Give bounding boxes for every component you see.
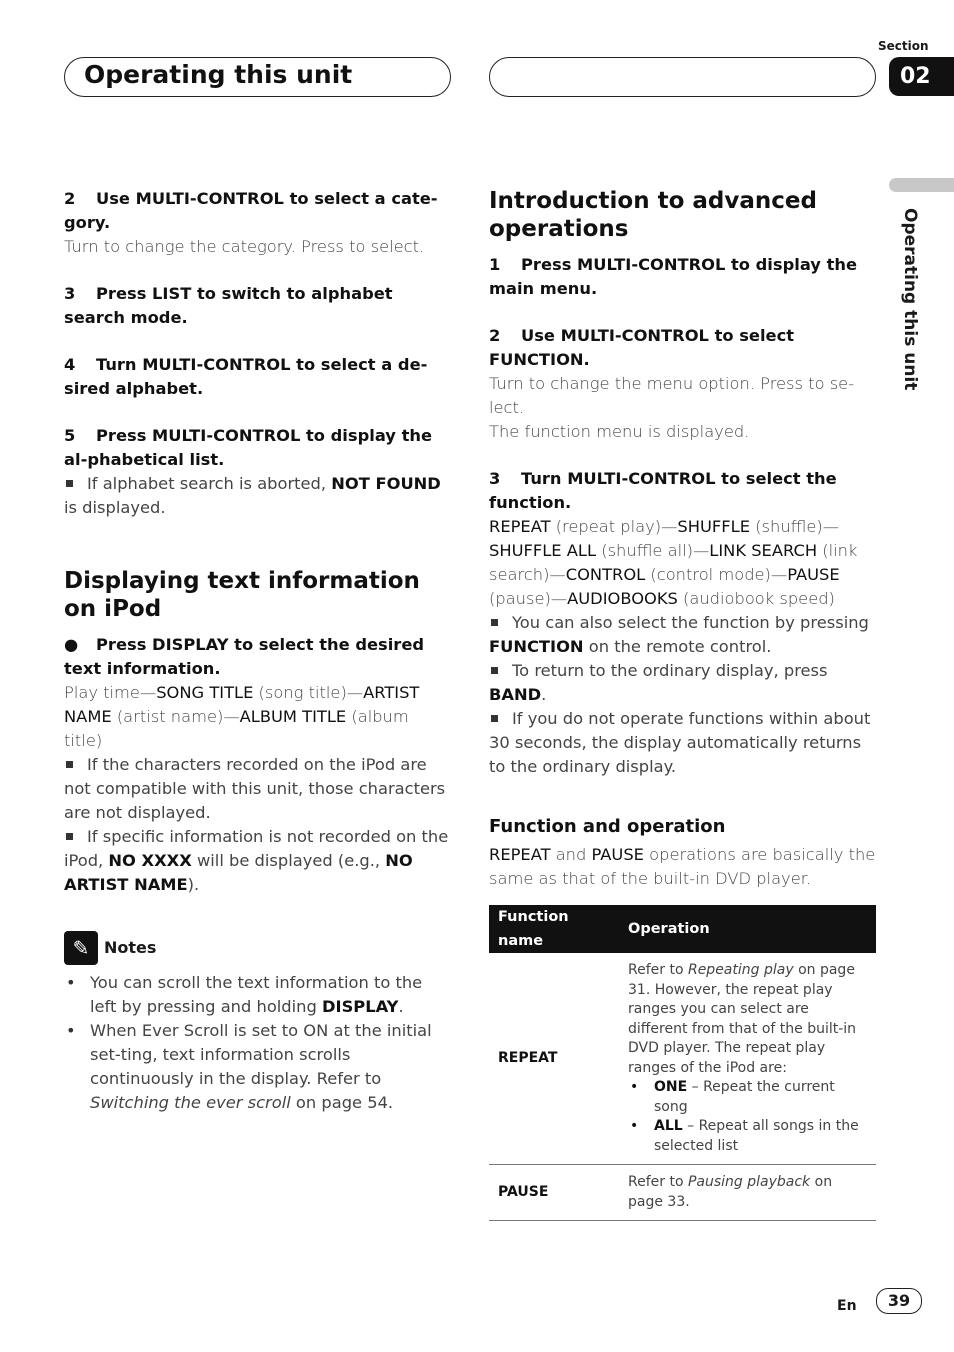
language-label: En (837, 1298, 857, 1314)
pencil-icon: ✎ (64, 931, 98, 965)
section-number-badge: 02 (889, 57, 954, 96)
step-3-left: 3 Press LIST to switch to alphabet search mode. (64, 284, 393, 327)
step-2-desc: Turn to change the category. Press to select. (64, 237, 425, 256)
step-2-right-desc-1: Turn to change the menu option. Press to se-lect. (489, 374, 855, 417)
side-tab-bar (889, 178, 954, 192)
table-header-function-name: Function name (489, 905, 619, 953)
table-header-operation: Operation (619, 905, 876, 953)
notes-list (64, 971, 452, 1115)
function-table (489, 905, 876, 1221)
table-header-row (489, 905, 876, 953)
display-step: ● Press DISPLAY to select the desired text information. (64, 635, 425, 678)
function-bullet-3: If you do not operate functions within about 30 seconds, the display automatically returns to the ordinary display. (489, 709, 871, 776)
table-row (489, 1165, 876, 1221)
section-label: Section (878, 39, 929, 53)
function-bullet-1: You can also select the function by pressing FUNCTION on the remote control. (489, 613, 869, 656)
advanced-ops-heading: Introduction to advanced operations (489, 188, 817, 242)
step-4-left: 4 Turn MULTI-CONTROL to select a de-sired alphabet. (64, 355, 428, 398)
step-2-right-desc-2: The function menu is displayed. (489, 422, 750, 441)
function-bullet-2: To return to the ordinary display, press BAND. (489, 661, 828, 704)
step-5-note: If alphabet search is aborted, NOT FOUND is displayed. (64, 474, 441, 517)
table-cell-repeat: REPEAT (489, 953, 619, 1165)
square-bullet-icon (491, 715, 498, 722)
step-5-left: 5 Press MULTI-CONTROL to display the al-phabetical list. (64, 426, 432, 469)
function-operation-heading: Function and operation (489, 816, 726, 837)
table-row (489, 953, 876, 1165)
display-bullet-2: If specific information is not recorded on the iPod, NO XXXX will be displayed (e.g., NO ARTIST NAME). (64, 827, 449, 894)
function-operation-desc: REPEAT and PAUSE operations are basically the same as that of the built-in DVD player. (489, 845, 876, 888)
display-text-heading: Displaying text information on iPod (64, 568, 420, 622)
right-column (489, 187, 877, 1221)
square-bullet-icon (66, 833, 73, 840)
list-item: • ONE – Repeat the current song (628, 1078, 867, 1117)
step-2-left: 2 Use MULTI-CONTROL to select a cate-gory. (64, 189, 438, 232)
table-cell-pause-op: Refer to Pausing playback on page 33. (619, 1165, 876, 1221)
page-number: 39 (876, 1288, 922, 1314)
note-2: • When Ever Scroll is set to ON at the initial set-ting, text information scrolls continuously in the display. Refer to Switching the ever scroll on page 54. (64, 1019, 452, 1115)
square-bullet-icon (66, 480, 73, 487)
left-column (64, 187, 452, 1115)
function-sequence: REPEAT (repeat play)—SHUFFLE (shuffle)—SHUFFLE ALL (shuffle all)—LINK SEARCH (link search)—CONTROL (control mode)—PAUSE (pause)—AUDIOBOOKS (audiobook speed) (489, 517, 858, 608)
step-2-right: 2 Use MULTI-CONTROL to select FUNCTION. (489, 326, 795, 369)
side-tab-text: Operating this unit (900, 208, 920, 391)
page-title: Operating this unit (84, 60, 353, 89)
display-sequence: Play time—SONG TITLE (song title)—ARTIST NAME (artist name)—ALBUM TITLE (album title) (64, 683, 420, 750)
list-item: • ALL – Repeat all songs in the selected list (628, 1117, 867, 1156)
notes-header (64, 931, 452, 965)
header-blank-frame (489, 57, 876, 97)
step-1-right: 1 Press MULTI-CONTROL to display the main menu. (489, 255, 857, 298)
table-cell-repeat-op: Refer to Repeating play on page 31. However, the repeat play ranges you can select are different from that of the built-in DVD player. The repeat play ranges of the iPod are: • ONE – Repeat the current song • ALL – Repeat all songs in the selected list (619, 953, 876, 1165)
step-3-right: 3 Turn MULTI-CONTROL to select the function. (489, 469, 837, 512)
square-bullet-icon (491, 619, 498, 626)
square-bullet-icon (491, 667, 498, 674)
table-cell-pause: PAUSE (489, 1165, 619, 1221)
display-bullet-1: If the characters recorded on the iPod are not compatible with this unit, those characters are not displayed. (64, 755, 446, 822)
notes-label: Notes (104, 938, 157, 957)
square-bullet-icon (66, 761, 73, 768)
note-1: • You can scroll the text information to the left by pressing and holding DISPLAY. (64, 971, 452, 1019)
repeat-options-list (628, 1078, 867, 1156)
